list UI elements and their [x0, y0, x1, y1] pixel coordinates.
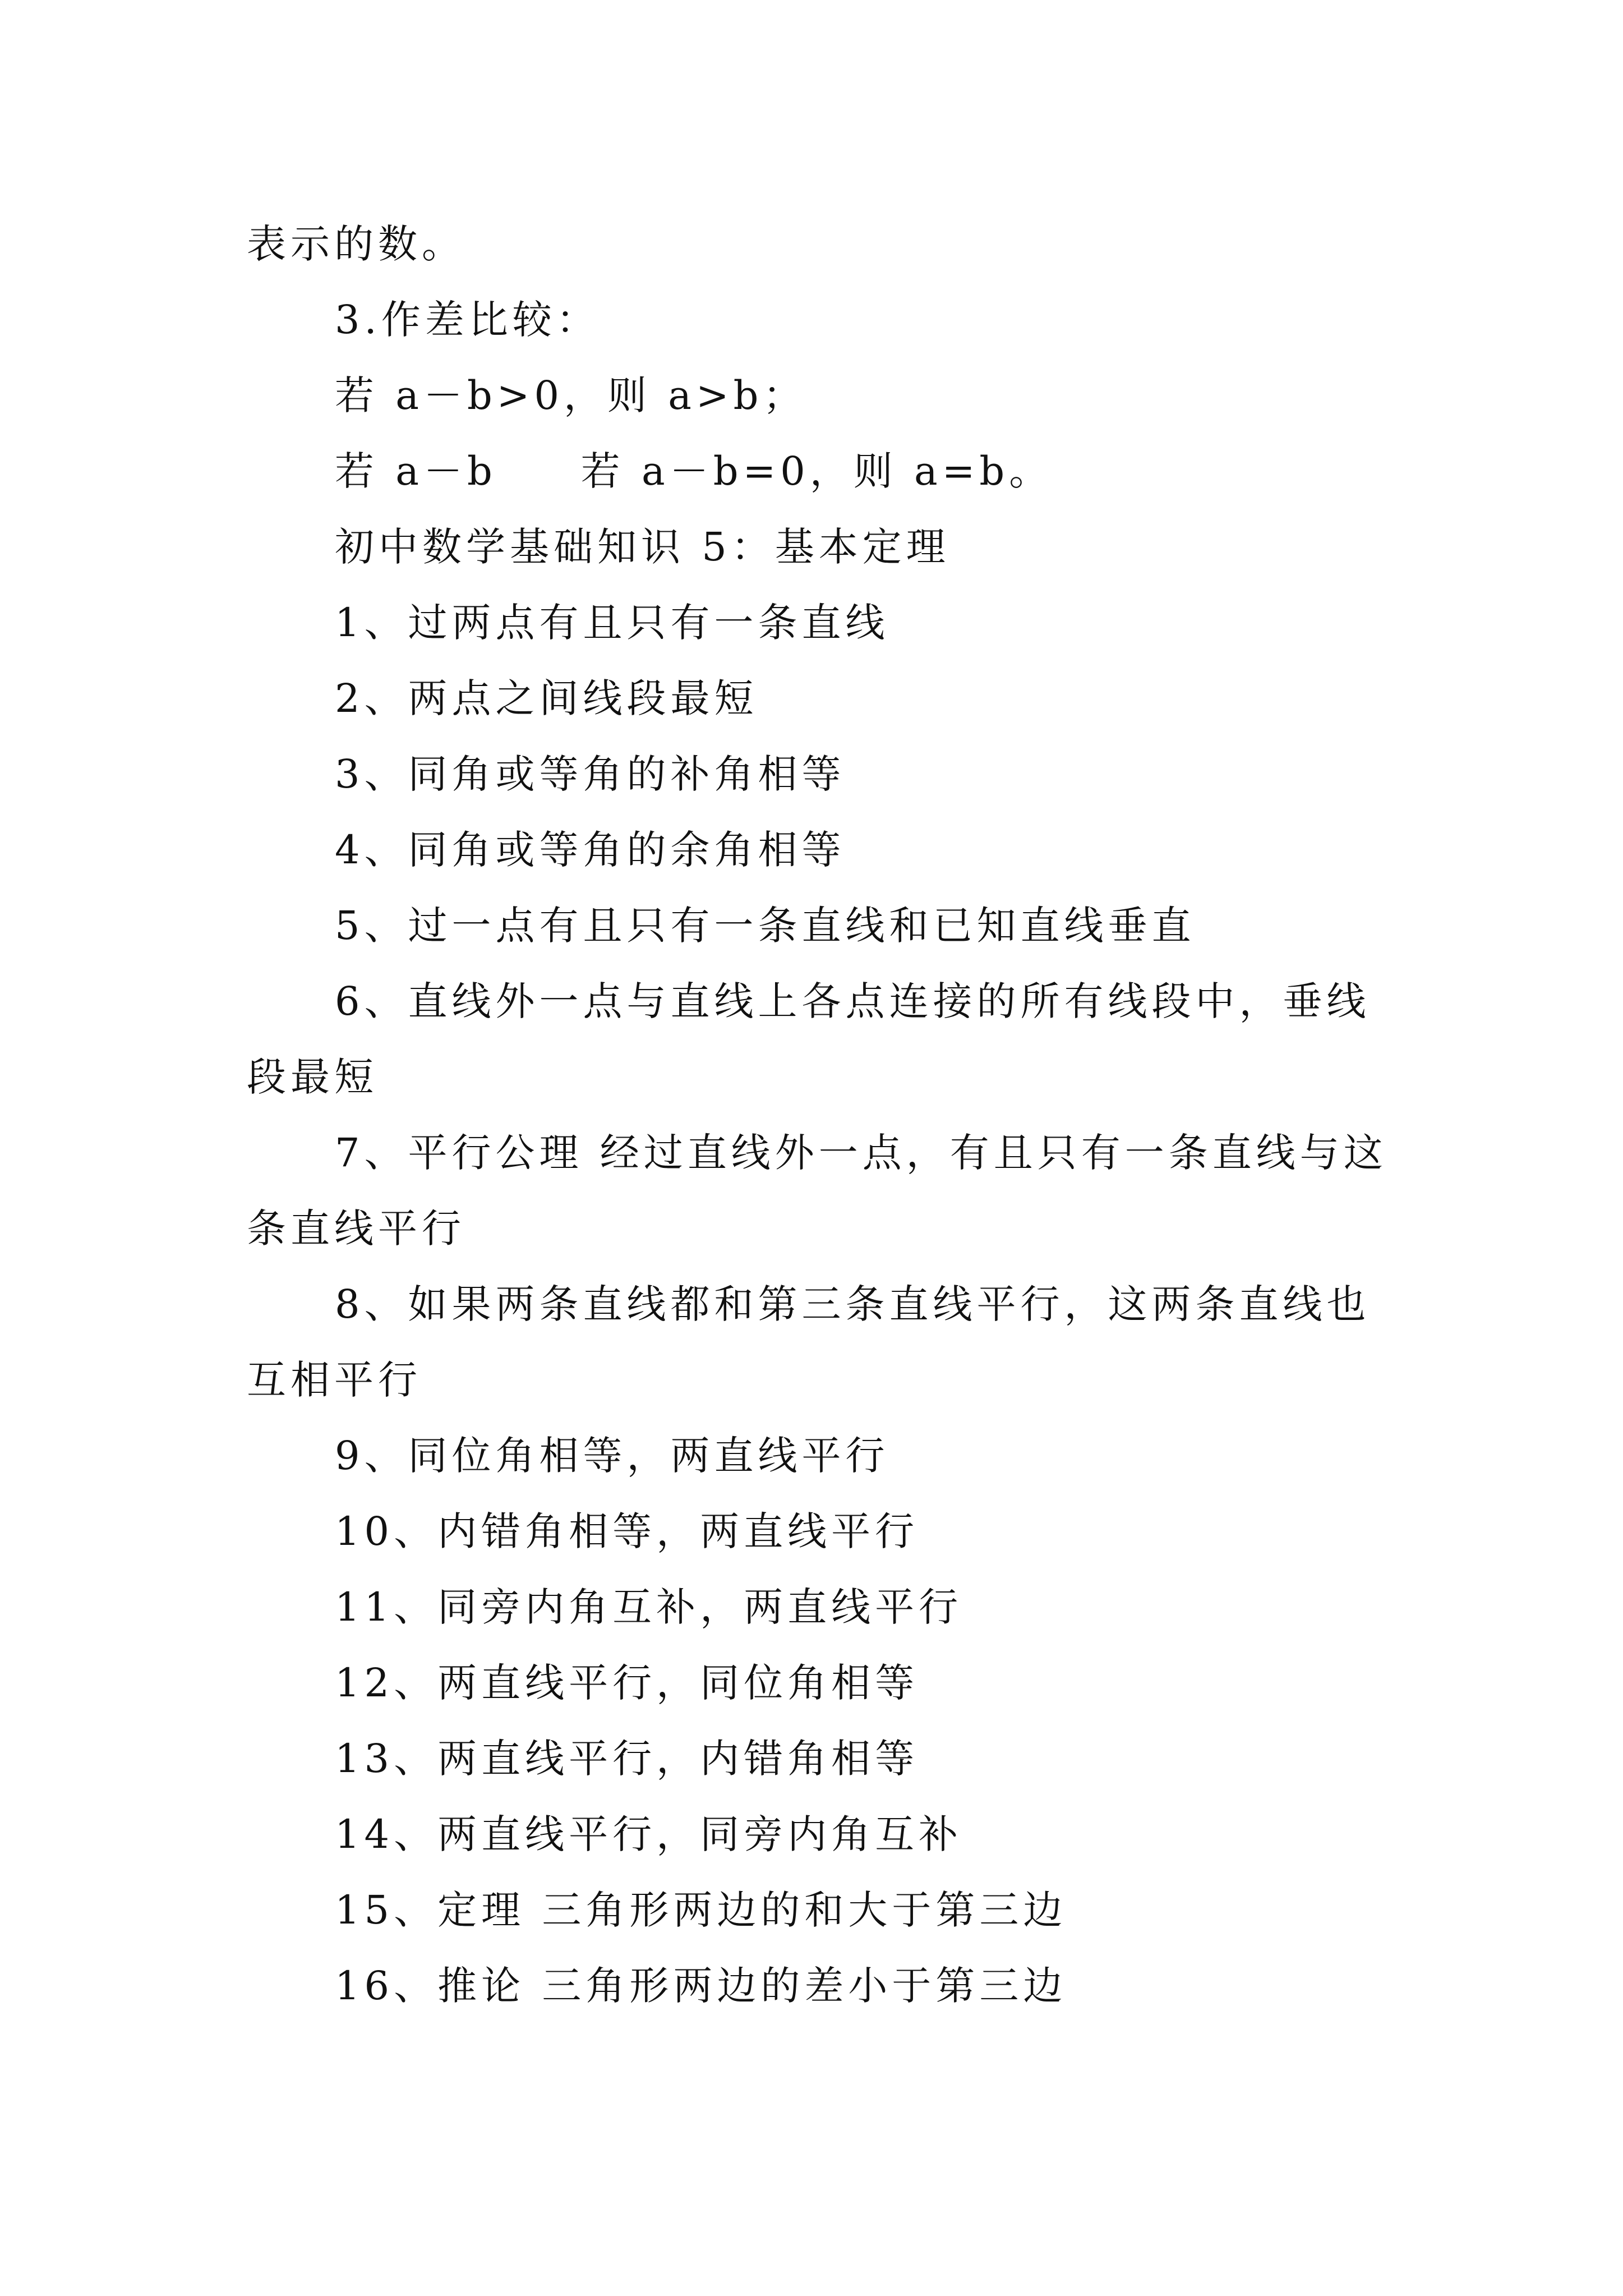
text-line: 16、推论 三角形两边的差小于第三边	[335, 1963, 1067, 2009]
text-line: 11、同旁内角互补，两直线平行	[335, 1584, 963, 1630]
text-line: 1、过两点有且只有一条直线	[335, 600, 889, 646]
text-line: 条直线平行	[247, 1205, 465, 1251]
text-line: 5、过一点有且只有一条直线和已知直线垂直	[335, 903, 1196, 949]
text-line: 13、两直线平行，内错角相等	[335, 1736, 919, 1782]
text-line: 段最短	[247, 1054, 378, 1100]
text-line: 8、如果两条直线都和第三条直线平行，这两条直线也	[335, 1281, 1371, 1327]
text-line-compound	[335, 443, 1053, 499]
text-line: 9、同位角相等，两直线平行	[335, 1433, 889, 1479]
text-line: 互相平行	[247, 1357, 422, 1403]
text-line: 2、两点之间线段最短	[335, 675, 758, 721]
text-segment: 若 a－b	[335, 448, 497, 494]
text-line: 7、平行公理 经过直线外一点，有且只有一条直线与这	[335, 1130, 1387, 1176]
text-line: 10、内错角相等，两直线平行	[335, 1508, 919, 1554]
text-line: 12、两直线平行，同位角相等	[335, 1660, 919, 1706]
text-line: 3.作差比较：	[335, 297, 600, 343]
text-segment: 若 a－b=0，则 a=b。	[580, 448, 1053, 494]
text-line: 表示的数。	[247, 221, 465, 267]
section-heading: 初中数学基础知识 5：基本定理	[335, 524, 950, 570]
text-line: 15、定理 三角形两边的和大于第三边	[335, 1887, 1067, 1933]
text-line: 14、两直线平行，同旁内角互补	[335, 1811, 963, 1857]
text-line: 若 a－b>0，则 a>b；	[335, 372, 807, 418]
text-line: 4、同角或等角的余角相等	[335, 827, 846, 873]
text-line: 6、直线外一点与直线上各点连接的所有线段中，垂线	[335, 978, 1371, 1024]
text-line: 3、同角或等角的补角相等	[335, 751, 846, 797]
